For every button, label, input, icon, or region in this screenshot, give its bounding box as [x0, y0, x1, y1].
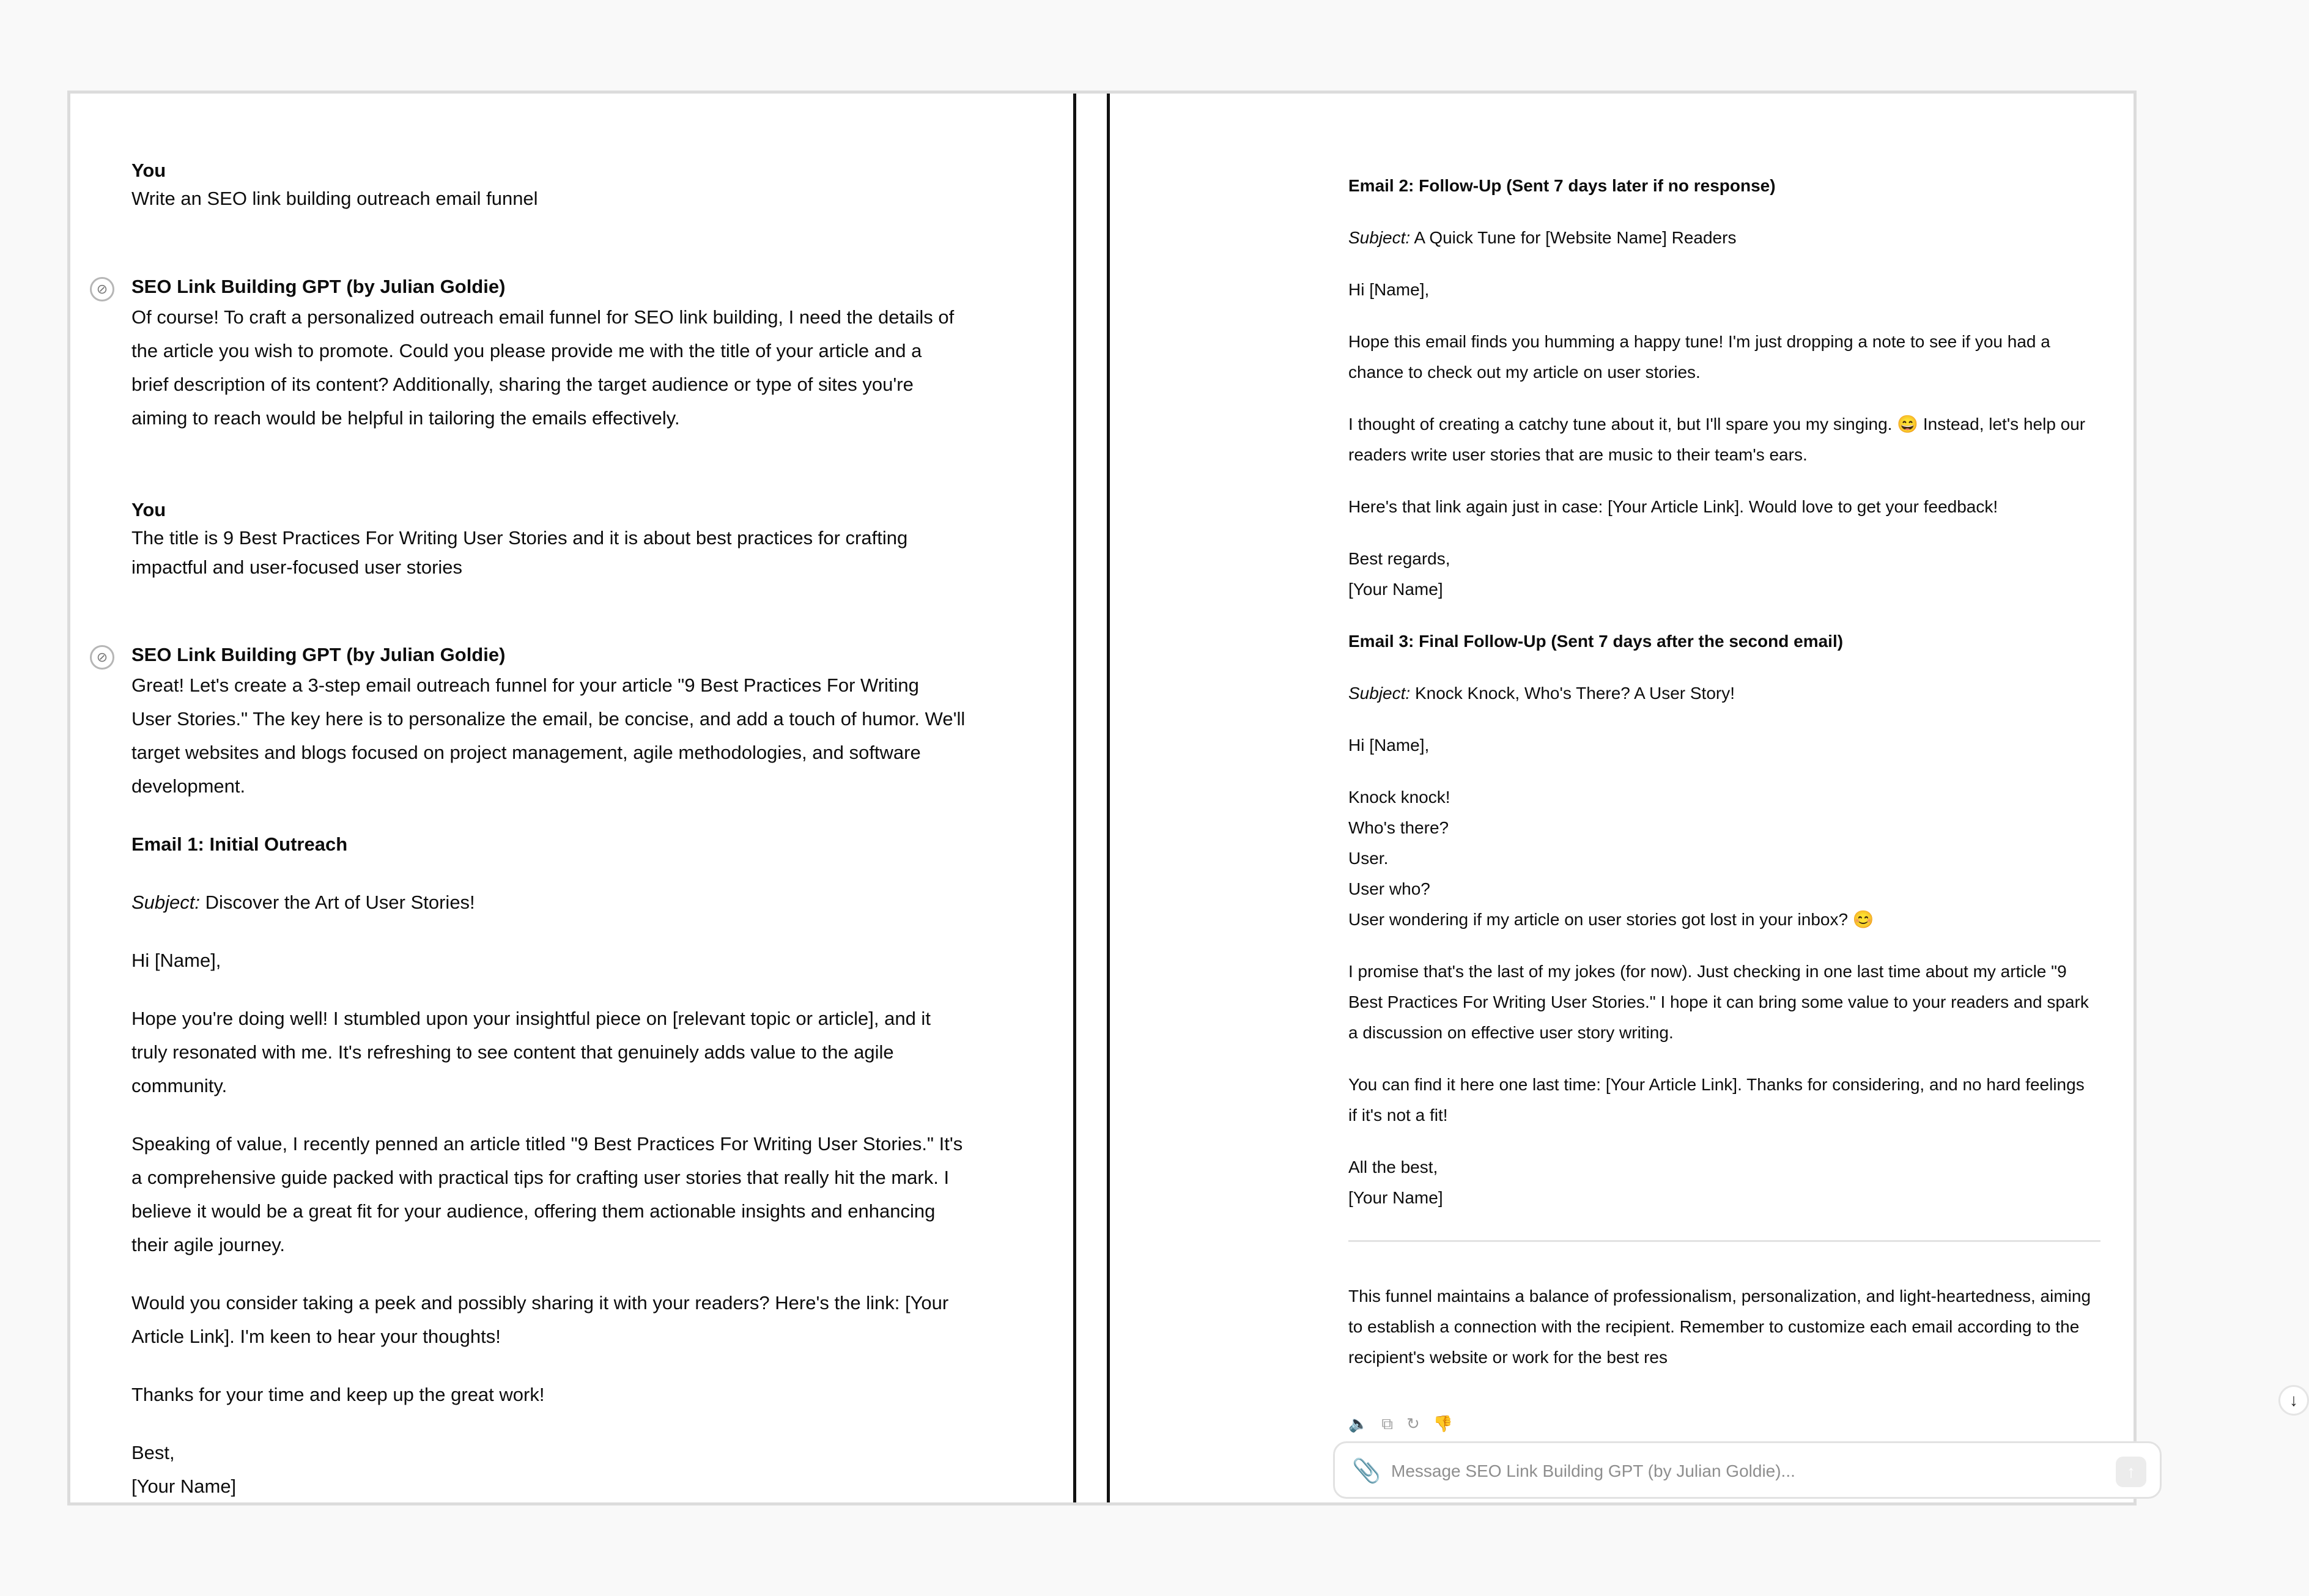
- assistant-message: [96, 273, 1036, 435]
- message-line: Great! Let's create a 3-step email outreach funnel for your article "9 Best Practices For Writing: [131, 674, 919, 696]
- user-message: [131, 497, 1036, 582]
- subject-label: Subject:: [1348, 684, 1411, 703]
- send-button[interactable]: [2116, 1457, 2146, 1487]
- email-name: [Your Name]: [1348, 580, 1443, 599]
- message-line: User.: [1348, 849, 1389, 868]
- message-line: readers write user stories that are music to their team's ears.: [1348, 445, 1808, 464]
- gpt-avatar-icon: ⊘: [90, 277, 114, 301]
- message-line: I promise that's the last of my jokes (for now). Just checking in one last time about my article "9: [1348, 962, 2067, 981]
- message-line: brief description of its content? Additionally, sharing the target audience or type of sites you're: [131, 374, 914, 395]
- message-line: Speaking of value, I recently penned an article titled "9 Best Practices For Writing User Stories." It's: [131, 1133, 963, 1155]
- pane-divider: [1073, 94, 1076, 1502]
- chat-pane-right: [1113, 94, 2298, 1502]
- email-heading: Email 1: Initial Outreach: [131, 833, 348, 855]
- email-signoff: All the best,: [1348, 1158, 1438, 1177]
- subject-label: Subject:: [131, 892, 201, 913]
- message-line: Here's that link again just in case: [Your Article Link]. Would love to get your feedback!: [1348, 497, 1998, 516]
- section-divider: [1348, 1240, 2100, 1242]
- message-line: a discussion on effective user story writing.: [1348, 1023, 1674, 1042]
- paperclip-icon[interactable]: 📎: [1352, 1458, 1381, 1484]
- email-subject: [131, 885, 1036, 919]
- message-line: target websites and blogs focused on project management, agile methodologies, and software: [131, 742, 921, 763]
- message-author: SEO Link Building GPT (by Julian Goldie): [131, 276, 506, 297]
- message-line: Article Link]. I'm keen to hear your thoughts!: [131, 1326, 501, 1347]
- message-author: You: [131, 160, 166, 181]
- message-body: [131, 668, 1036, 1503]
- email-greeting: Hi [Name],: [131, 950, 221, 971]
- regenerate-icon[interactable]: ↻: [1406, 1414, 1420, 1433]
- message-input[interactable]: [1390, 1455, 2065, 1487]
- message-line: impactful and user-focused user stories: [131, 556, 463, 578]
- message-line: I thought of creating a catchy tune about it, but I'll spare you my singing. 😄 Instead, let's help our: [1348, 415, 2086, 434]
- subject-label: Subject:: [1348, 228, 1411, 247]
- message-composer: [1333, 1441, 2162, 1499]
- pane-divider: [1107, 94, 1110, 1502]
- message-line: community.: [131, 1075, 227, 1096]
- message-body: [131, 300, 1036, 435]
- email-name: [Your Name]: [131, 1476, 237, 1497]
- gpt-avatar-icon: ⊘: [90, 645, 114, 670]
- message-author: SEO Link Building GPT (by Julian Goldie): [131, 644, 506, 665]
- message-line: The title is 9 Best Practices For Writing User Stories and it is about best practices for crafting: [131, 527, 908, 549]
- copy-icon[interactable]: ⧉: [1381, 1414, 1393, 1433]
- message-line: Hope this email finds you humming a happy tune! I'm just dropping a note to see if you had a: [1348, 332, 2050, 351]
- message-line: development.: [131, 775, 246, 797]
- subject-text: A Quick Tune for [Website Name] Readers: [1410, 228, 1737, 247]
- email-heading: Email 2: Follow-Up (Sent 7 days later if no response): [1348, 176, 1776, 195]
- message-line: User Stories." The key here is to personalize the email, be concise, and add a touch of humor. We'll: [131, 708, 966, 730]
- user-message: [131, 157, 1036, 213]
- message-author: You: [131, 499, 166, 520]
- message-line: chance to check out my article on user stories.: [1348, 363, 1701, 382]
- chat-pane-left: [70, 94, 1073, 1502]
- message-body: [1348, 171, 2100, 1373]
- message-line: to establish a connection with the recipient. Remember to customize each email according to the: [1348, 1317, 2080, 1336]
- subject-text: Knock Knock, Who's There? A User Story!: [1410, 684, 1735, 703]
- assistant-message: [96, 641, 1036, 1503]
- thumbs-down-icon[interactable]: 👎: [1433, 1414, 1454, 1433]
- scroll-down-button[interactable]: [2278, 1385, 2309, 1416]
- arrow-up-icon: ↑: [2127, 1462, 2135, 1481]
- message-line: This funnel maintains a balance of professionalism, personalization, and light-heartedness, aiming: [1348, 1287, 2091, 1306]
- message-line: the article you wish to promote. Could you please provide me with the title of your article and a: [131, 340, 922, 361]
- message-line: You can find it here one last time: [Your Article Link]. Thanks for considering, and no hard feelings: [1348, 1075, 2085, 1094]
- read-aloud-icon[interactable]: 🔈: [1348, 1414, 1369, 1433]
- email-subject: [1348, 678, 2100, 709]
- email-signoff: Best,: [131, 1442, 175, 1463]
- message-line: their agile journey.: [131, 1234, 286, 1255]
- message-text: Write an SEO link building outreach email funnel: [131, 188, 538, 209]
- message-line: Would you consider taking a peek and possibly sharing it with your readers? Here's the link: [Your: [131, 1292, 949, 1313]
- message-line: Hope you're doing well! I stumbled upon your insightful piece on [relevant topic or article], and it: [131, 1008, 931, 1029]
- message-line: Knock knock!: [1348, 788, 1450, 807]
- message-line: Of course! To craft a personalized outreach email funnel for SEO link building, I need the details of: [131, 306, 955, 328]
- message-line: Thanks for your time and keep up the great work!: [131, 1384, 545, 1405]
- message-actions: [1348, 1414, 1453, 1434]
- email-name: [Your Name]: [1348, 1188, 1443, 1207]
- chat-window: [67, 91, 2298, 1505]
- email-heading: Email 3: Final Follow-Up (Sent 7 days after the second email): [1348, 632, 1844, 651]
- email-greeting: Hi [Name],: [1348, 736, 1430, 755]
- message-line: a comprehensive guide packed with practical tips for crafting user stories that really hit the mark. I: [131, 1167, 950, 1188]
- subject-text: Discover the Art of User Stories!: [200, 892, 475, 913]
- arrow-down-icon: ↓: [2289, 1391, 2298, 1409]
- email-signoff: Best regards,: [1348, 549, 1450, 568]
- email-subject: [1348, 223, 2100, 253]
- message-line: recipient's website or work for the best res: [1348, 1348, 1668, 1367]
- message-line: if it's not a fit!: [1348, 1106, 1448, 1125]
- message-line: User who?: [1348, 879, 1430, 898]
- message-line: aiming to reach would be helpful in tailoring the emails effectively.: [131, 407, 680, 429]
- message-line: truly resonated with me. It's refreshing to see content that genuinely adds value to the agile: [131, 1041, 894, 1063]
- message-line: Best Practices For Writing User Stories." I hope it can bring some value to your readers and spark: [1348, 992, 2089, 1011]
- message-line: Who's there?: [1348, 818, 1449, 837]
- email-greeting: Hi [Name],: [1348, 280, 1430, 299]
- message-line: believe it would be a great fit for your audience, offering them actionable insights and enhancing: [131, 1200, 936, 1222]
- message-line: User wondering if my article on user stories got lost in your inbox? 😊: [1348, 910, 1874, 929]
